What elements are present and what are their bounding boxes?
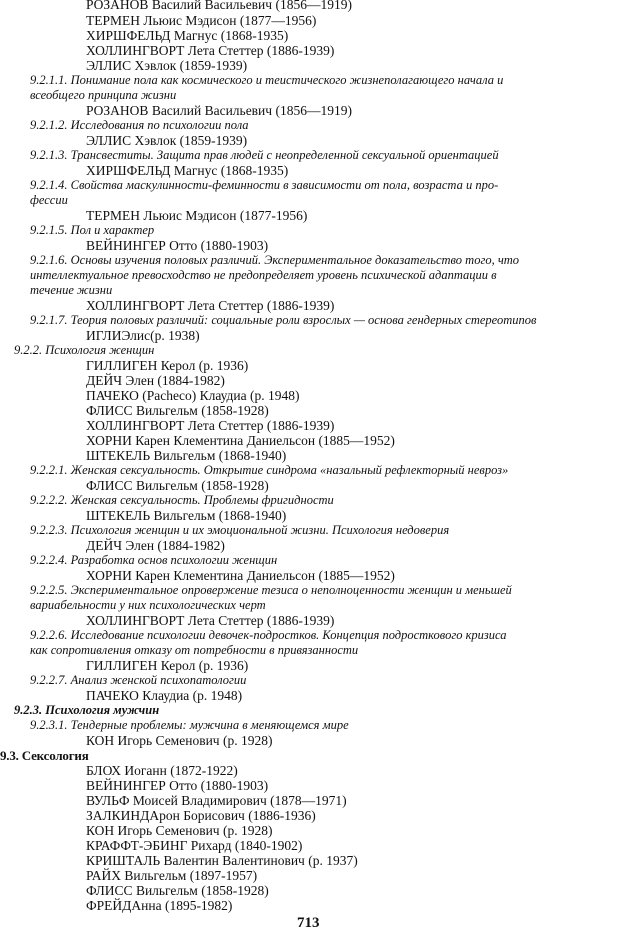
person-entry: РОЗАНОВ Василий Васильевич (1856—1919) xyxy=(86,0,352,12)
section-heading: 9.2.2.7. Анализ женской психопатологии xyxy=(30,673,247,687)
person-entry: БЛОХ Иоганн (1872-1922) xyxy=(86,763,238,778)
person-entry: ХОЛЛИНГВОРТ Лета Стеттер (1886-1939) xyxy=(86,613,335,628)
person-entry: ФЛИСС Вильгельм (1858-1928) xyxy=(86,403,269,418)
person-entry: РАЙХ Вильгельм (1897-1957) xyxy=(86,868,258,883)
person-entry: КРИШТАЛЬ Валентин Валентинович (р. 1937) xyxy=(86,853,358,868)
section-heading: 9.2.1.1. Понимание пола как космического и теистического жизнеполагающего начала и xyxy=(30,73,504,87)
section-heading: фессии xyxy=(30,193,68,207)
section-heading: 9.2.1.3. Трансвеститы. Защита прав людей с неопределенной сексуальной ориентацией xyxy=(30,148,499,162)
person-entry: ХОРНИ Карен Клементина Даниельсон (1885—1952) xyxy=(86,433,395,448)
section-heading: вариабельности у них психологических черт xyxy=(30,598,266,612)
person-entry: ХОЛЛИНГВОРТ Лета Стеттер (1886-1939) xyxy=(86,418,335,433)
person-entry: ХОРНИ Карен Клементина Даниельсон (1885—1952) xyxy=(86,568,395,583)
person-entry: ШТЕКЕЛЬ Вильгельм (1868-1940) xyxy=(86,448,287,463)
person-entry: ГИЛЛИГЕН Керол (р. 1936) xyxy=(86,658,249,673)
person-entry: КРАФФТ-ЭБИНГ Рихард (1840-1902) xyxy=(86,838,303,853)
person-entry: ДЕЙЧ Элен (1884-1982) xyxy=(86,538,225,553)
person-entry: ШТЕКЕЛЬ Вильгельм (1868-1940) xyxy=(86,508,287,523)
person-entry: ХОЛЛИНГВОРТ Лета Стеттер (1886-1939) xyxy=(86,298,335,313)
subsection-heading: 9.2.3. Психология мужчин xyxy=(14,703,160,717)
person-entry: ТЕРМЕН Льюис Мэдисон (1877-1956) xyxy=(86,208,308,223)
chapter-heading: 9.3. Сексология xyxy=(0,748,89,763)
person-entry: ЭЛЛИС Хэвлок (1859-1939) xyxy=(86,58,248,73)
section-heading: как сопротивления отказу от потребности в привязанности xyxy=(30,643,359,657)
section-heading: 9.2.1.6. Основы изучения половых различий. Экспериментальное доказательство того, что xyxy=(30,253,520,267)
person-entry: РОЗАНОВ Василий Васильевич (1856—1919) xyxy=(86,103,352,118)
section-heading: 9.2.2.1. Женская сексуальность. Открытие синдрома «назальный рефлекторный невроз» xyxy=(30,463,509,477)
section-heading: всеобщего принципа жизни xyxy=(30,88,177,102)
section-heading: 9.2.1.7. Теория половых различий: социальные роли взрослых — основа гендерных стереотипов xyxy=(30,313,537,327)
person-entry: ФРЕЙДАнна (1895-1982) xyxy=(86,898,233,913)
person-entry: ПАЧЕКО Клаудиа (р. 1948) xyxy=(86,688,243,703)
section-heading: 9.2.2.4. Разработка основ психологии женщин xyxy=(30,553,278,567)
person-entry: ФЛИСС Вильгельм (1858-1928) xyxy=(86,883,269,898)
person-entry: ПАЧЕКО (Pacheco) Клаудиа (р. 1948) xyxy=(86,388,300,403)
person-entry: ДЕЙЧ Элен (1884-1982) xyxy=(86,373,225,388)
person-entry: ВУЛЬФ Моисей Владимирович (1878—1971) xyxy=(86,793,347,808)
section-heading: 9.2.1.4. Свойства маскулинности-феминности в зависимости от пола, возраста и про- xyxy=(30,178,499,192)
section-heading: интеллектуальное превосходство не предопределяет уровень психической адаптации в xyxy=(30,268,497,282)
section-heading: 9.2.1.5. Пол и характер xyxy=(30,223,155,237)
section-heading: 9.2.1.2. Исследования по психологии пола xyxy=(30,118,249,132)
person-entry: ЗАЛКИНДАрон Борисович (1886-1936) xyxy=(86,808,316,823)
person-entry: ГИЛЛИГЕН Керол (р. 1936) xyxy=(86,358,249,373)
person-entry: ВЕЙНИНГЕР Отто (1880-1903) xyxy=(86,238,269,253)
person-entry: КОН Игорь Семенович (р. 1928) xyxy=(86,733,273,748)
section-heading: 9.2.2.2. Женская сексуальность. Проблемы фригидности xyxy=(30,493,334,507)
section-heading: 9.2.2.5. Экспериментальное опровержение тезиса о неполноценности женщин и меньшей xyxy=(30,583,512,597)
section-heading: 9.2.2.3. Психология женщин и их эмоциональной жизни. Психология недоверия xyxy=(30,523,450,537)
section-heading: 9.2.3.1. Тендерные проблемы: мужчина в меняющемся мире xyxy=(30,718,349,732)
person-entry: ТЕРМЕН Льюис Мэдисон (1877—1956) xyxy=(86,13,317,28)
person-entry: ИГЛИЭлис(р. 1938) xyxy=(86,328,200,343)
person-entry: КОН Игорь Семенович (р. 1928) xyxy=(86,823,273,838)
person-entry: ХОЛЛИНГВОРТ Лета Стеттер (1886-1939) xyxy=(86,43,335,58)
person-entry: ХИРШФЕЛЬД Магнус (1868-1935) xyxy=(86,163,289,178)
person-entry: ЭЛЛИС Хэвлок (1859-1939) xyxy=(86,133,248,148)
section-heading: течение жизни xyxy=(30,283,113,297)
subsection-heading: 9.2.2. Психология женщин xyxy=(14,343,155,357)
person-entry: ВЕЙНИНГЕР Отто (1880-1903) xyxy=(86,778,269,793)
person-entry: ХИРШФЕЛЬД Магнус (1868-1935) xyxy=(86,28,289,43)
page-number: 713 xyxy=(297,915,320,931)
person-entry: ФЛИСС Вильгельм (1858-1928) xyxy=(86,478,269,493)
section-heading: 9.2.2.6. Исследование психологии девочек-подростков. Концепция подросткового кризиса xyxy=(30,628,507,642)
